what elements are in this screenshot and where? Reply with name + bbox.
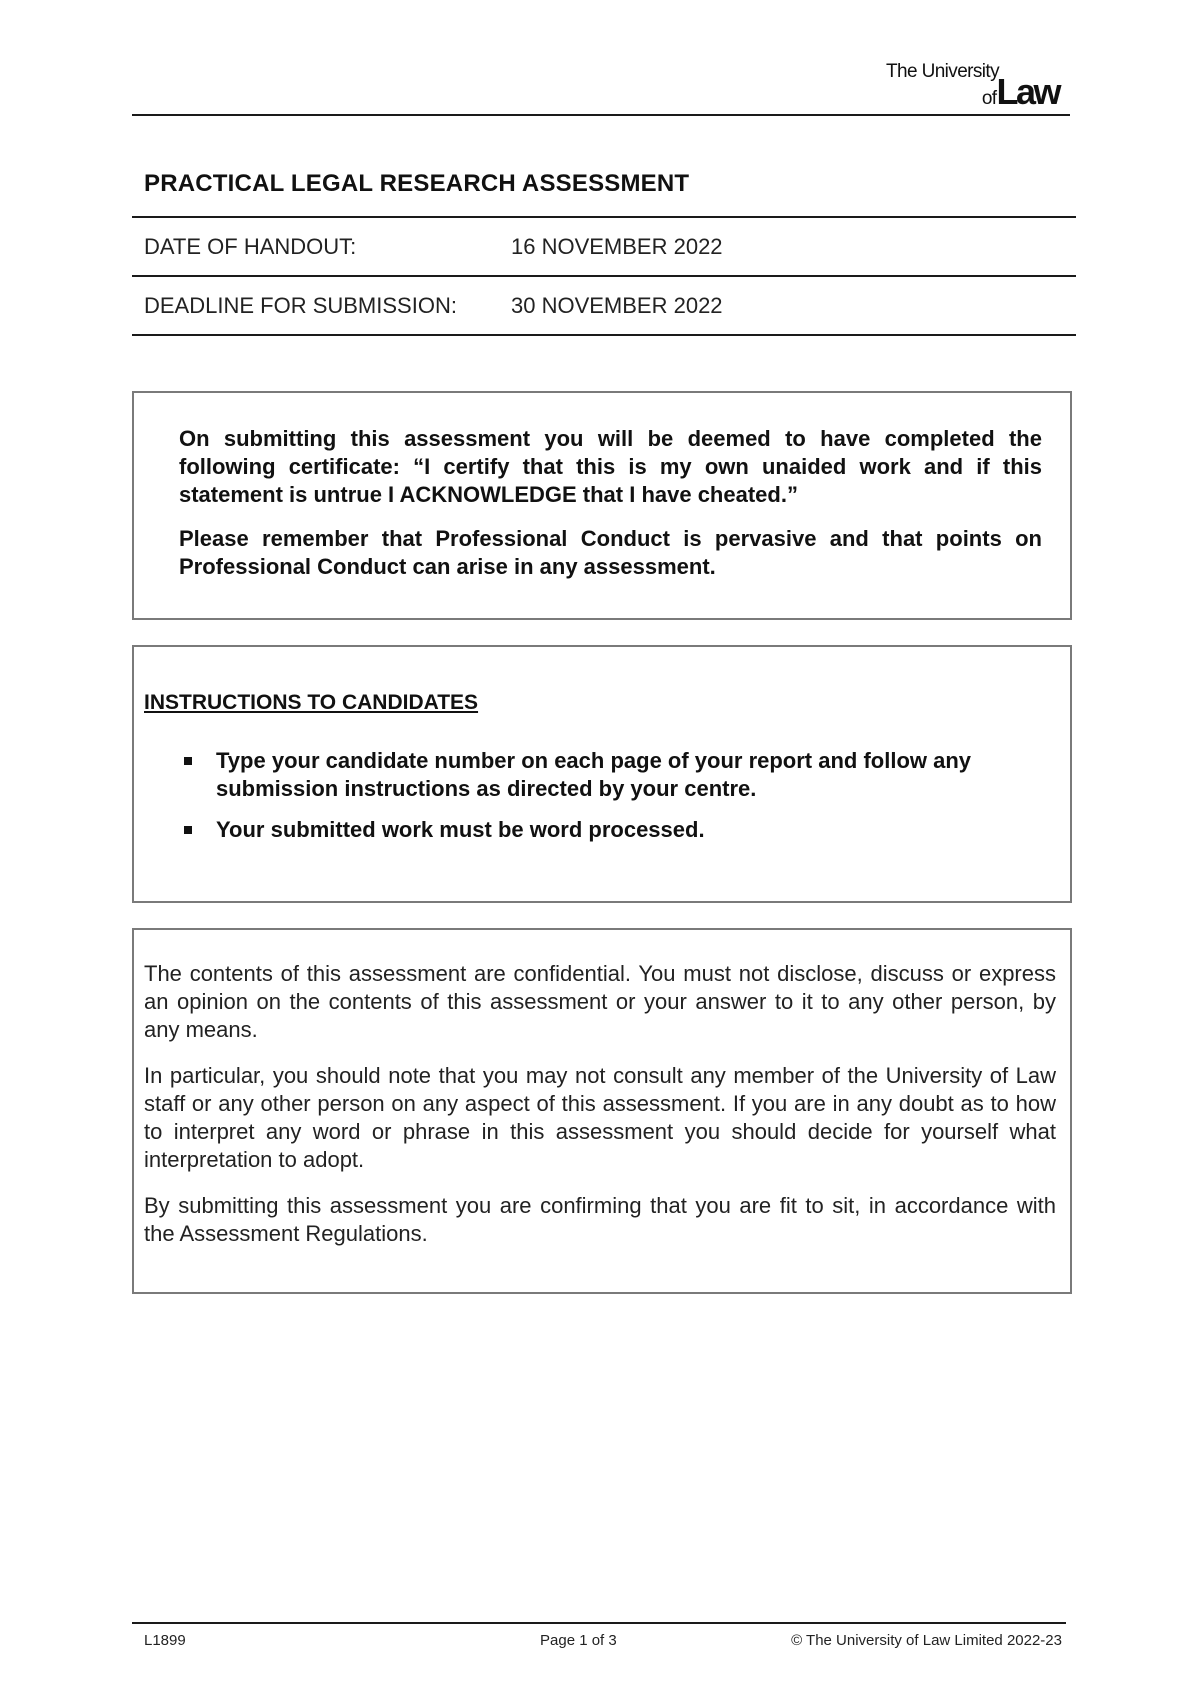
logo-word-law: Law <box>996 71 1059 112</box>
professional-conduct-note: Please remember that Professional Conduct is pervasive and that points on Professional Conduct can arise in any assessment. <box>179 526 1042 579</box>
confidentiality-paragraph: The contents of this assessment are confidential. You must not disclose, discuss or express an opinion on the contents of this assessment or your answer to it to any other person, by any means. <box>144 961 1056 1042</box>
field-divider <box>132 275 1076 277</box>
instructions-box <box>132 645 1072 903</box>
list-item <box>144 816 1048 844</box>
deadline-label: DEADLINE FOR SUBMISSION: <box>144 293 457 318</box>
copyright-notice: © The University of Law Limited 2022-23 <box>791 1632 1062 1649</box>
handout-date-label: DATE OF HANDOUT: <box>144 234 357 259</box>
document-code: L1899 <box>144 1632 186 1649</box>
fitness-to-sit-paragraph: By submitting this assessment you are confirming that you are fit to sit, in accordance with the Assessment Regulations. <box>144 1193 1056 1246</box>
certificate-statement: On submitting this assessment you will be deemed to have completed the following certificate: “I certify that this is my own unaided work and if this statement is untrue I ACKNOWLEDGE that I have cheated.” <box>179 426 1042 507</box>
instructions-heading: INSTRUCTIONS TO CANDIDATES <box>144 691 479 714</box>
list-item <box>144 747 1048 803</box>
footer-divider <box>132 1622 1066 1624</box>
handout-date-value: 16 NOVEMBER 2022 <box>511 234 723 259</box>
instructions-list <box>144 747 1048 844</box>
deadline-value: 30 NOVEMBER 2022 <box>511 293 723 318</box>
instruction-text: Your submitted work must be word processed. <box>216 817 705 842</box>
page-title: PRACTICAL LEGAL RESEARCH ASSESSMENT <box>144 170 690 197</box>
page-number: Page 1 of 3 <box>540 1632 617 1649</box>
logo-word-of: of <box>981 88 997 109</box>
university-logo <box>886 62 1059 110</box>
square-bullet-icon <box>184 826 192 834</box>
field-divider <box>132 334 1076 336</box>
square-bullet-icon <box>184 757 192 765</box>
consultation-paragraph: In particular, you should note that you may not consult any member of the University of Law staff or any other person on any aspect of this assessment. If you are in any doubt as to how to interpret any word or phrase in this assessment you should decide for yourself what interpretation to adopt. <box>144 1063 1056 1172</box>
logo-line-the-university: The University <box>885 61 999 82</box>
header-divider <box>132 114 1070 116</box>
title-divider <box>132 216 1076 218</box>
certificate-box <box>132 391 1072 620</box>
instruction-text: Type your candidate number on each page of your report and follow any submission instructions as directed by your centre. <box>216 748 972 801</box>
confidentiality-box <box>132 928 1072 1294</box>
